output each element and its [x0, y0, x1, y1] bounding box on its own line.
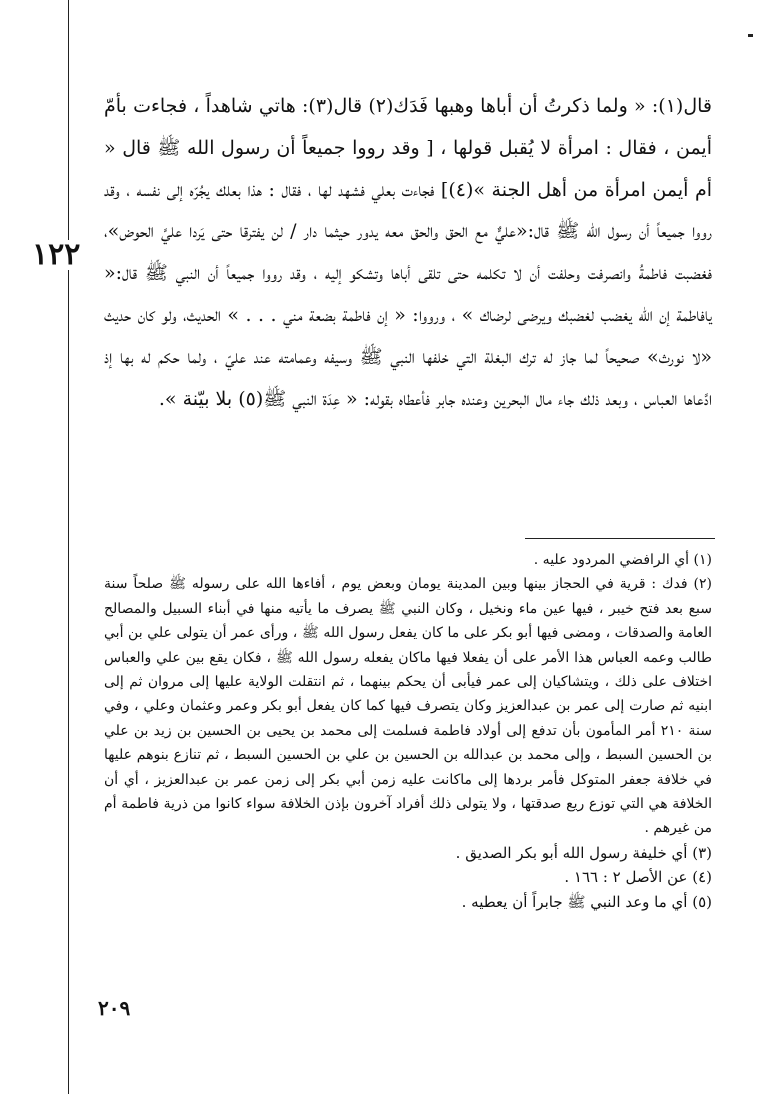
footnote-divider	[525, 538, 715, 539]
footnote-5: (٥) أي ما وعد النبي ﷺ جابراً أن يعطيه .	[461, 892, 712, 911]
page-number: ٢٠٩	[98, 996, 131, 1020]
footnote-3: (٣) أي خليفة رسول الله أبو بكر الصديق .	[455, 843, 712, 862]
margin-folio-number: ١٢٢	[32, 240, 102, 270]
main-text-block	[104, 86, 712, 420]
footnotes-block	[104, 548, 712, 914]
main-paragraph: قال(١): « ولما ذكرتُ أن أباها وهبها فَدَك(٢) قال(٣): هاتي شاهداً ، فجاءت بأمّ أيمن ، فقال : امرأة لا يُقبل قولها ، [ وقد رووا جميعاً أن رسول الله ﷺ قال « أم أيمن امرأة من أهل الجنة »(٤)] فجاءت بعلي فشهد لها ، فقال : هذا بعلك يجُرّه إلى نفسه ، وقد رووا جميعاً أن رسول الله ﷺ قال:«عليٌّ مع الحق والحق معه يدور حيثما دار / لن يفترقا حتى يَردا عليَّ الحوض»، فغضبت فاطمةُ وانصرفت وحلفت أن لا تكلمه حتى تلقى أباها وتشكو إليه ، وقد رووا جميعاً أن النبي ﷺ قال:« يافاطمة إن الله يغضب لغضبك ويرضى لرضاك » ، ورووا: « إن فاطمة بضعة مني . . . » الحديث، ولو كان حديث «لا نورث» صحيحاً لما جاز له ترك البغلة التي خلفها النبي ﷺ وسيفه وعمامته عند عليّ ، ولما حكم له بها إذ ادَّعاها العباس ، وبعد ذلك جاء مال البحرين وعنده جابر فأعطاه بقوله: « عِدَة النبي ﷺ(٥) بلا بيّنة ».	[104, 95, 712, 410]
footnote-4: (٤) عن الأصل ٢ : ١٦٦ .	[564, 868, 712, 887]
page-edge-rule	[68, 0, 69, 1094]
footnote-2: (٢) فدك : قرية في الحجاز بينها وبين المدينة يومان وبعض يوم ، أفاءها الله على رسوله ﷺ صلحاً سنة سبع بعد فتح خيبر ، فيها عين ماء ونخيل ، وكان النبي ﷺ يصرف ما يأتيه منها في أبناء السبيل والمصالح العامة والصدقات ، ومضى فيها أبو بكر على ما كان يفعل رسول الله ﷺ ، ورأى عمر أن يتولى علي بن أبي طالب وعمه العباس هذا الأمر على أن يفعلا فيها ماكان يفعله رسول الله ﷺ ، فكان يقع بين علي والعباس اختلاف على ذلك ، ويتشاكيان إلى عمر فيأبى أن يحكم بينهما ، ثم انتقلت الولاية عليها إلى مروان ثم إلى ابنيه ثم صارت إلى عمر بن عبدالعزيز وكان يتصرف فيها كما كان يفعل أبو بكر وعمر وعثمان وعلي ، وفي سنة ٢١٠ أمر المأمون بأن تدفع إلى أولاد فاطمة فسلمت إلى محمد بن يحيى بن الحسين بن زيد بن علي بن الحسين السبط ، وإلى محمد بن عبدالله بن الحسين بن علي بن الحسين السبط ، ثم تنازع بنوهم عليها في خلافة جعفر المتوكل فأمر بردها إلى ماكانت عليه زمن أبي بكر إلى زمن عمر بن عبدالعزيز ، أي أن الخلافة هي التي توزع ريع صدقتها ، ولا يتولى ذلك أفراد آخرون بإذن الخلافة سواء كانوا من ذرية فاطمة أم من غيرهم .	[104, 576, 712, 837]
scan-mark	[748, 34, 753, 37]
footnote-1: (١) أي الرافضي المردود عليه .	[533, 552, 712, 568]
